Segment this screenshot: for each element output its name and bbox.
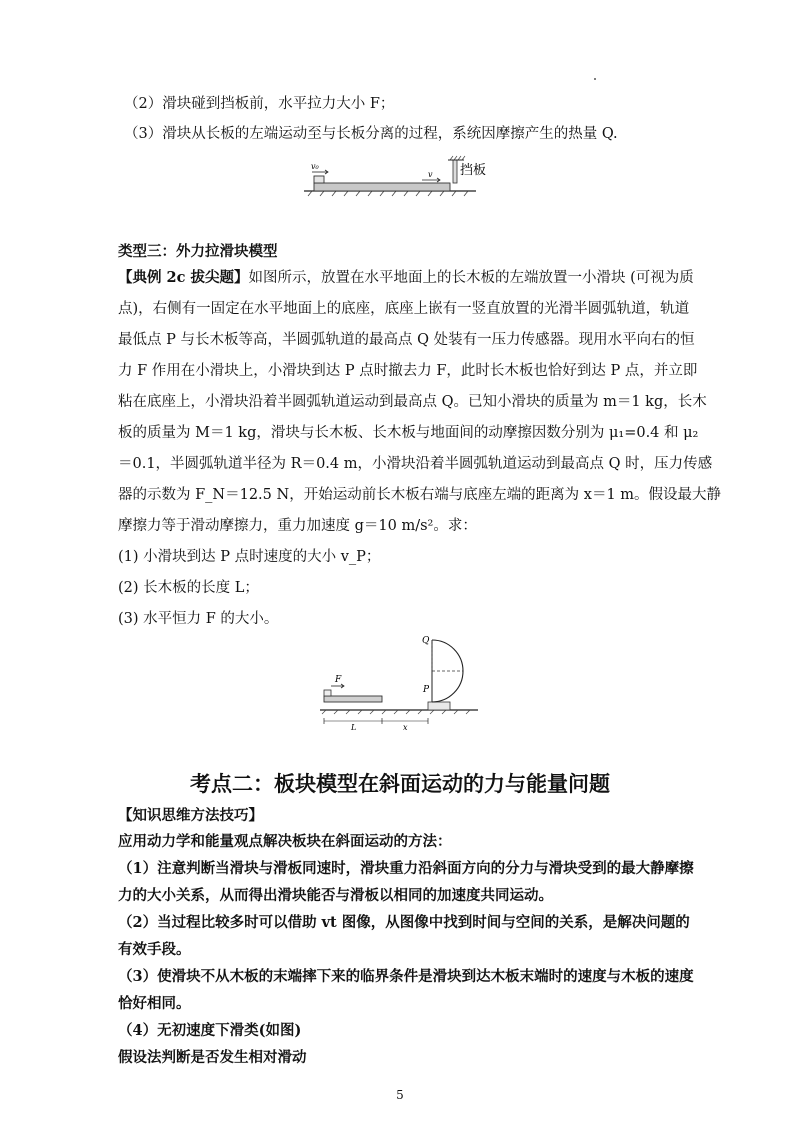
wall-board xyxy=(453,160,457,183)
example-question: (2) 长木板的长度 L； xyxy=(118,580,259,596)
example-line: 板的质量为 M＝1 kg，滑块与长木板、长木板与地面间的动摩擦因数分别为 μ₁=0.4 和 μ₂ xyxy=(118,425,699,441)
semicircle-track-figure xyxy=(318,630,490,730)
page-number: 5 xyxy=(396,1088,404,1102)
wall-label: 挡板 xyxy=(460,163,487,178)
plank-wall-figure xyxy=(300,150,510,202)
question-line: （2）滑块碰到挡板前，水平拉力大小 F； xyxy=(124,96,395,112)
example-line: 摩擦力等于滑动摩擦力，重力加速度 g＝10 m/s²。求： xyxy=(118,518,477,534)
knowledge-line: （1）注意判断当滑块与滑板同速时，滑块重力沿斜面方向的分力与滑块受到的最大静摩擦 xyxy=(118,860,694,877)
example-line: 最低点 P 与长木板等高，半圆弧轨道的最高点 Q 处装有一压力传感器。现用水平向右的恒 xyxy=(118,332,695,348)
example-first-line xyxy=(118,268,694,288)
scan-speck xyxy=(594,78,596,80)
slider-block xyxy=(314,176,324,183)
question-line: （3）滑块从长板的左端运动至与长板分离的过程，系统因摩擦产生的热量 Q. xyxy=(124,126,618,142)
distance-label: x xyxy=(403,723,408,730)
p-point-label: P xyxy=(423,685,430,695)
force-label: F xyxy=(335,675,342,685)
example-label: 【典例 2c 拔尖题】 xyxy=(118,269,249,286)
long-plank xyxy=(314,183,450,191)
knowledge-line: 应用动力学和能量观点解决板块在斜面运动的方法： xyxy=(118,833,452,850)
example-line: 力 F 作用在小滑块上，小滑块到达 P 点时撤去力 F，此时长木板也恰好到达 P 点，并立即 xyxy=(118,363,698,379)
example-line: 器的示数为 F_N＝12.5 N，开始运动前长木板右端与底座左端的距离为 x＝1 m。假设最大静 xyxy=(118,487,722,503)
example-line: 粘在底座上，小滑块沿着半圆弧轨道运动到最高点 Q。已知小滑块的质量为 m＝1 kg，长木 xyxy=(118,394,707,410)
knowledge-line: （4）无初速度下滑类(如图) xyxy=(118,1022,302,1039)
example-line: 点)，右侧有一固定在水平地面上的底座，底座上嵌有一竖直放置的光滑半圆弧轨道，轨道 xyxy=(118,301,690,317)
v0-label: v₀ xyxy=(311,162,319,171)
example-line: ＝0.1，半圆弧轨道半径为 R＝0.4 m，小滑块沿着半圆弧轨道运动到最高点 Q 时，压力传感 xyxy=(118,456,713,472)
knowledge-label: 【知识思维方法技巧】 xyxy=(118,807,263,824)
example-question: (3) 水平恒力 F 的大小。 xyxy=(118,611,279,627)
v-label: v xyxy=(428,170,433,179)
knowledge-line: （3）使滑块不从木板的末端摔下来的临界条件是滑块到达木板末端时的速度与木板的速度 xyxy=(118,968,694,985)
section-title: 类型三：外力拉滑块模型 xyxy=(118,243,278,260)
example-question: (1) 小滑块到达 P 点时速度的大小 v_P； xyxy=(118,549,381,565)
length-label: L xyxy=(351,723,357,730)
slider-block xyxy=(324,690,331,696)
knowledge-line: 恰好相同。 xyxy=(118,995,191,1012)
knowledge-line: （2）当过程比较多时可以借助 vt 图像，从图像中找到时间与空间的关系，是解决问题的 xyxy=(118,914,690,931)
section-heading: 考点二：板块模型在斜面运动的力与能量问题 xyxy=(190,771,610,796)
long-plank xyxy=(324,696,382,702)
base-block xyxy=(428,702,450,710)
knowledge-line: 力的大小关系，从而得出滑块能否与滑板以相同的加速度共同运动。 xyxy=(118,887,553,904)
knowledge-line: 假设法判断是否发生相对滑动 xyxy=(118,1049,307,1066)
knowledge-line: 有效手段。 xyxy=(118,941,191,958)
example-text: 如图所示，放置在水平地面上的长木板的左端放置一小滑块 (可视为质 xyxy=(248,270,694,286)
q-point-label: Q xyxy=(422,636,430,646)
